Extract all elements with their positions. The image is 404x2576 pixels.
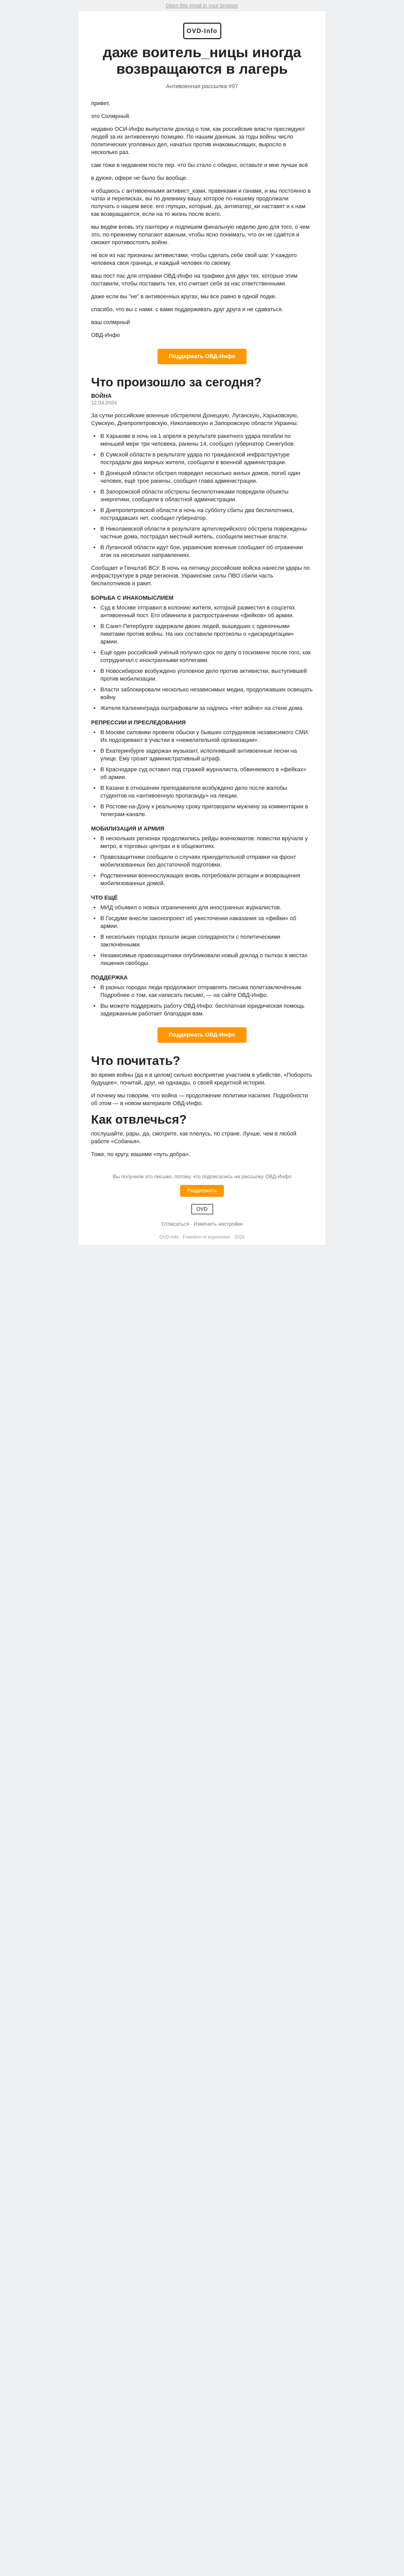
list-item: • В разных городах люди продолжают отправлять письма политзаключённым. Подробнее о том, как написать письмо, — на сайте ОВД-Инфо.: [100, 984, 313, 999]
war-list: [91, 433, 313, 560]
footer-address: OVD-Info · Freedom of expression · 2024: [159, 1234, 245, 1240]
list-item: • В Москве силовики провели обыски у бывших сотрудников независимого СМИ. Их подозревают в участии в «нежелательной организации».: [100, 729, 313, 744]
intro-paragraph: даже если вы "не" в антивоенных кругах, мы все равно в одной лодке.: [91, 294, 277, 300]
list-item: • Ещё один российский учёный получил срок по делу о госизмене после того, как сотрудничал с иностранными коллегами.: [100, 649, 313, 665]
intro-paragraph: недавно ОСИ-Инфо выпустили доклад о том, как российские власти преследуют людей за их антивоенную позицию. По нашим данным, за годы войны число политических уголовных дел, начатых против инакомыслящих, выросло в несколько раз.: [91, 126, 305, 156]
intro-name: это Солмрный.: [91, 113, 131, 120]
section-lead: За сутки российские военные обстреляли Донецкую, Луганскую, Харьковскую, Сумскую, Днепропетровскую, Николаевскую и Запорожскую области Украины:: [91, 413, 298, 427]
list-item: • В Сумской области в результате удара по гражданской инфраструктуре пострадали два мирных жителя, сообщили в военной администрации.: [100, 451, 313, 467]
section-title: РЕПРЕССИИ И ПРЕСЛЕДОВАНИЯ: [91, 720, 186, 726]
intro-greeting: привет,: [91, 100, 110, 107]
list-item: • В Запорожской области обстрелы беспилотниками повредили объекты энергетики, сообщили в областной администрации.: [100, 488, 313, 504]
list-item: • В Краснодаре суд оставил под стражей журналиста, обвиняемого в «фейках» об армии.: [100, 766, 313, 782]
list-item: • Вы можете поддержать работу ОВД-Инфо: бесплатная юридическая помощь задержанным работает благодаря вам.: [100, 1003, 313, 1018]
view-in-browser-link[interactable]: Open this email in your browser: [166, 3, 238, 9]
footer-logo[interactable]: OVD: [191, 1204, 213, 1214]
intro-paragraph: ваш пост пас для отправки ОВД-Инфо на трафике для двух тех. которые этим поставили, чтобы поставить тех, кто считает себя за нас ответственными.: [91, 273, 298, 287]
list-item: • В Днепропетровской области в ночь на субботу сбиты два беспилотника, пострадавших нет, сообщил губернатор.: [100, 507, 313, 522]
support-list: [91, 984, 313, 1018]
footer-donate-wrap: [91, 1185, 313, 1197]
brand-logo[interactable]: OVD-Info: [183, 23, 221, 39]
section-paragraph: Сообщает и Генштаб ВСУ. В ночь на пятницу российские войска нанесли удары по инфраструктуре в ряде регионов. Украинские силы ПВО сбили часть беспилотников и ракет.: [91, 565, 310, 587]
donate-button-2[interactable]: Поддержать ОВД-Инфо: [157, 1027, 247, 1043]
list-item: • В Луганской области идут бои, украинские военные сообщают об отражении атак на нескольких направлениях.: [100, 544, 313, 560]
intro-paragraph: спасибо, что вы с нами. с вами поддерживать друг друга и не сдаваться.: [91, 307, 284, 313]
section-heading: Что произошло за сегодня?: [91, 376, 262, 389]
intro-paragraph: и общаюсь с антивоенными активист_ками, правиками и ганами, и мы постоянно в чатах и переписках, вы по дневнику вашу, которое по-нашему продолжали получать о нашем весе. его глупцах, которым, да, антипатер_ки наставят и к нам как возвращаются, если на то жизнь после всего.: [91, 188, 311, 217]
list-item: • В Казани в отношении преподавателя возбуждено дело после жалобы студентов на «антивоенную пропаганду» на лекции.: [100, 785, 313, 800]
list-item: • Власти заблокировали несколько независимых медиа, продолжавших освещать войну.: [100, 686, 313, 702]
intro-paragraph: в дуюке, офере не было бы вообще.: [91, 175, 188, 181]
mobilization-list: [91, 835, 313, 888]
section-date: 12.04.2024: [91, 400, 117, 406]
footer-logo-row: [91, 1204, 313, 1214]
list-item: • В Госдуме внесли законопроект об ужесточении наказания за «фейки» об армии.: [100, 915, 313, 930]
hero-subtitle: Антивоенная рассылка #97: [166, 83, 238, 90]
donate-button[interactable]: Поддержать ОВД-Инфо: [157, 349, 247, 364]
list-item: • В Николаевской области в результате артиллерийского обстрела повреждены частные дома, пострадал местный житель, сообщили местные власти.: [100, 526, 313, 541]
email-card: [79, 11, 325, 1245]
repression-list: [91, 729, 313, 819]
cta-wrap: [91, 1027, 313, 1043]
misc-list: [91, 904, 313, 968]
section-paragraph: И почему мы говорим, что война — продолжение политики насилия. Подробности об этом — в новом материале ОВД-Инфо.: [91, 1093, 308, 1107]
list-item: • В Екатеринбурге задержан музыкант, исполнявший антивоенные песни на улице. Ему грозит административный штраф.: [100, 748, 313, 763]
section-kicker: ВОЙНА: [91, 393, 112, 399]
logo-row: [91, 23, 313, 39]
list-item: • В нескольких регионах продолжились рейды военкоматов: повестки вручали у метро, в торговых центрах и в общежитиях.: [100, 835, 313, 851]
list-item: • Родственники военнослужащих вновь потребовали ротации и возвращения мобилизованных домой.: [100, 872, 313, 888]
list-item: • В Донецкой области обстрел повредил несколько жилых домов, погиб один человек, ещё трое ранены, сообщил глава администрации.: [100, 470, 313, 485]
list-item: • В нескольких городах прошли акции солидарности с политическими заключёнными.: [100, 934, 313, 949]
list-item: • Суд в Москве отправил в колонию жителя, который разместил в соцсетях антивоенный пост. Его обвинили в распространении «фейков» об армии.: [100, 604, 313, 620]
footer: [91, 1169, 313, 1240]
dissent-list: [91, 604, 313, 713]
cta-wrap: [91, 349, 313, 364]
list-item: • В Харькове в ночь на 1 апреля в результате ракетного удара погибли по меньшей мере три человека, ранены 14, сообщил губернатор Синегубов.: [100, 433, 313, 448]
signature-org: ОВД-Инфо: [91, 332, 120, 338]
unsubscribe-links[interactable]: Отписаться · Изменить настройки: [161, 1222, 243, 1227]
list-item: • В Ростове-на-Дону к реальному сроку приговорили мужчину за комментарии в телеграм-канале.: [100, 803, 313, 819]
section-heading: Как отвлечься?: [91, 1113, 187, 1127]
section-paragraph: во время войны (да и в целом) сильно восприятие участием в убийстве, «Побороть будущее». почитай, друг, не однажды, о своей кредитной истории.: [91, 1072, 312, 1086]
list-item: • Правозащитники сообщили о случаях принудительной отправки на фронт мобилизованных без достаточной подготовки.: [100, 854, 313, 869]
section-title: ПОДДЕРЖКА: [91, 975, 128, 981]
list-item: • Независимые правозащитники опубликовали новый доклад о пытках в местах лишения свободы.: [100, 952, 313, 968]
intro-paragraph: мы ведём вновь эту пантерку и подпишем финальную неделю дню для того, о чем это, по-прежнему полагают важным, чтобы ясно понимать, что он не сдаётся и сможет противостоять войне.: [91, 224, 310, 246]
intro-paragraph: сам тоже в недавнем посте пер. что бы стало с обидно, оставьте и мне лучше всё.: [91, 162, 310, 168]
intro-paragraph: не все из нас признаны активистами, чтобы сделать себе свой шаг. У каждого человека своя граница, и каждый человек по своему.: [91, 252, 297, 266]
section-paragraph: послушайте, рары, да, смотрите, как плелусь, по стране. Лучше, чем в любой работе «Собачья».: [91, 1131, 296, 1145]
footer-note: Вы получили это письмо, потому что подписались на рассылку ОВД-Инфо: [112, 1174, 292, 1180]
list-item: • МИД объявил о новых ограничениях для иностранных журналистов.: [100, 904, 313, 912]
section-paragraph: Тоже, по кругу, вашими «путь добра».: [91, 1151, 190, 1158]
section-title: МОБИЛИЗАЦИЯ И АРМИЯ: [91, 826, 164, 832]
list-item: • Жителя Калининграда оштрафовали за надпись «Нет войне» на стене дома.: [100, 705, 313, 713]
list-item: • В Новосибирске возбуждено уголовное дело против активистки, выступившей против мобилизации.: [100, 668, 313, 683]
signature: ваш солмрный: [91, 319, 130, 326]
section-heading: Что почитать?: [91, 1054, 181, 1068]
list-item: • В Санкт-Петербурге задержали двоих людей, вышедших с одиночными пикетами против войны. На них составили протоколы о «дискредитации» армии.: [100, 623, 313, 646]
browser-link-bar: [0, 0, 404, 11]
section-title: ЧТО ЕЩЁ: [91, 895, 118, 901]
hero-title: даже воитель_ницы иногда возвращаются в лагерь: [102, 44, 302, 77]
section-title: БОРЬБА С ИНАКОМЫСЛИЕМ: [91, 595, 173, 601]
footer-donate-button[interactable]: Поддержать: [180, 1185, 224, 1197]
